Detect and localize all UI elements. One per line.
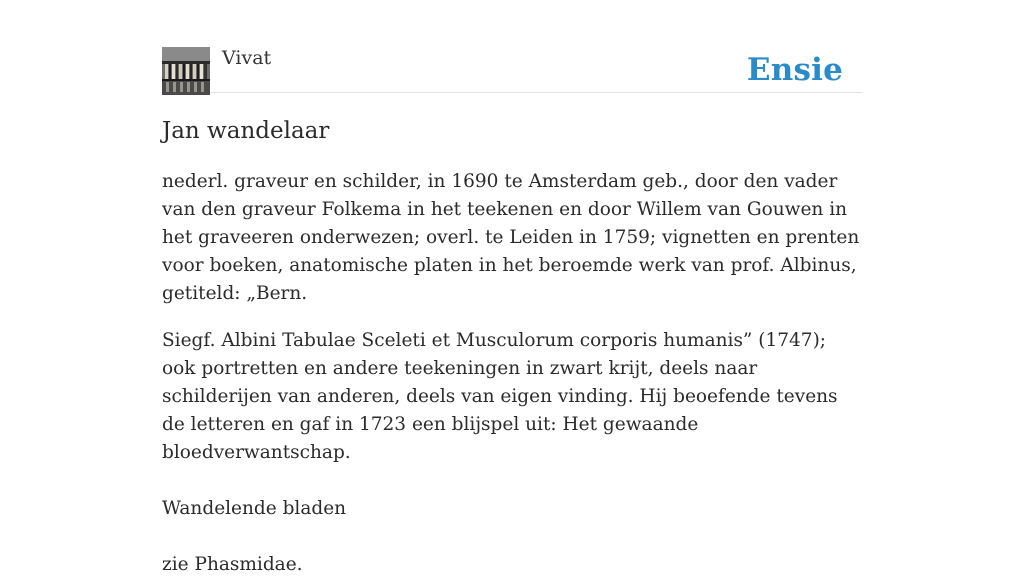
article-body	[162, 168, 862, 579]
brand-logo[interactable]: Ensie	[746, 52, 843, 88]
article-page	[162, 0, 862, 575]
bookshelf-avatar-icon[interactable]	[162, 47, 210, 95]
next-entry-title[interactable]: Wandelende bladen	[162, 498, 347, 519]
article-paragraph: Siegf. Albini Tabulae Sceleti et Musculorum corporis humanis” (1747); ook portretten en andere teekeningen in zwart krijt, deels naar schilderijen van anderen, deels van eigen vinding. Hij beoefende tevens de letteren en gaf in 1723 een blijspel uit: Het gewaande bloedverwantschap.	[162, 330, 838, 463]
page-title: Jan wandelaar	[162, 118, 330, 144]
header	[162, 46, 862, 93]
next-entry-text: zie Phasmidae.	[162, 554, 303, 575]
source-name[interactable]: Vivat	[222, 47, 272, 69]
article-paragraph: nederl. graveur en schilder, in 1690 te Amsterdam geb., door den vader van den graveur Folkema in het teekenen en door Willem van Gouwen in het graveeren onderwezen; overl. te Leiden in 1759; vignetten en prenten voor boeken, anatomische platen in het beroemde werk van prof. Albinus, getiteld: „Bern.	[162, 171, 860, 304]
